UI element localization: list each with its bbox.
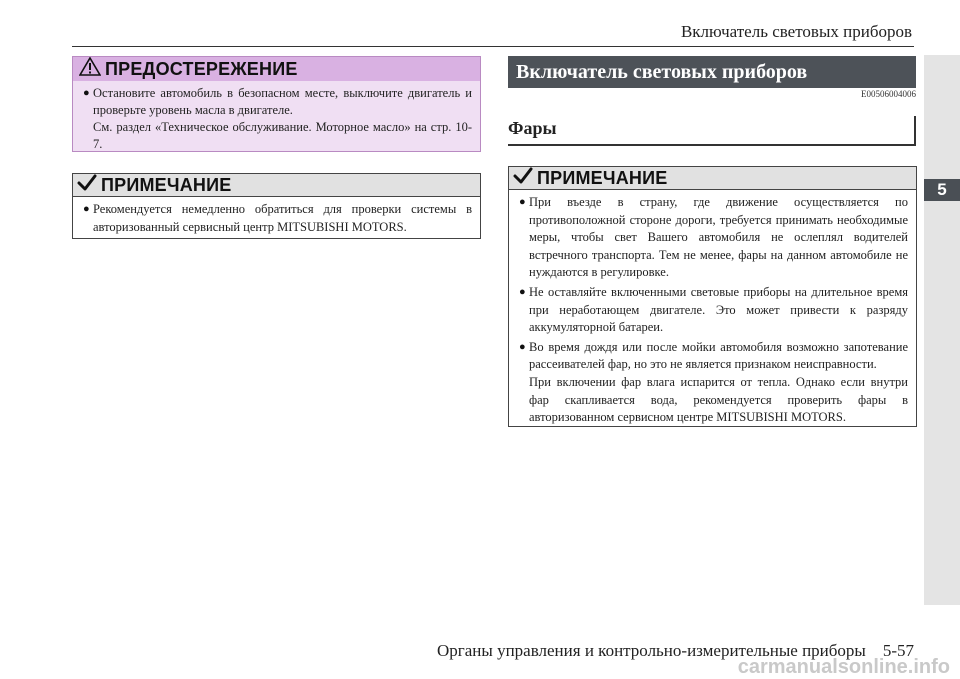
chapter-number: 5 (924, 179, 960, 201)
list-item (83, 85, 472, 119)
note-left-item-text: Рекомендуется немедленно обратиться для проверки системы в авторизованный сервисный центр MITSUBISHI MOTORS. (93, 202, 472, 234)
note-box-right (508, 166, 917, 427)
warning-bullet-text: Остановите автомобиль в безопасном месте, выключите двигатель и проверьте уровень масла в двигателе. (93, 86, 472, 117)
warning-triangle-icon (79, 57, 101, 81)
note-right-item-extra: При включении фар влага испарится от тепла. Однако если внутри фар скапливается вода, рекомендуется проверить фары в авторизованном сервисном центре MITSUBISHI MOTORS. (529, 374, 908, 425)
note-right-item-text: При въезде в страну, где движение осуществляется по противоположной стороне дороги, требуется принимать необходимые меры, чтобы свет Вашего автомобиля не ослеплял водителей встречного транспорта. Тем не менее, фары на данном автомобиле не нуждаются в регулировке. (529, 195, 908, 280)
bullet-icon: ● (83, 203, 90, 215)
section-code: E00506004006 (861, 89, 916, 99)
note-right-item-main: Во время дождя или после мойки автомобиля возможно запотевание рассеивателей фар, но это не является признаком неисправности. (529, 339, 908, 372)
chapter-side-tab (924, 55, 960, 605)
bullet-icon: ● (83, 87, 90, 99)
header-rule (72, 46, 914, 47)
list-item (519, 284, 908, 337)
warning-header (73, 57, 480, 81)
page-footer: Органы управления и контрольно-измерительные приборы 5-57 (437, 641, 914, 660)
note-header-left (73, 174, 480, 197)
note-right-item-text: Не оставляйте включенными световые приборы на длительное время при неработающем двигателе. Это может привести к разряду аккумуляторной батареи. (529, 284, 908, 335)
list-item (83, 201, 472, 236)
bullet-icon: ● (519, 196, 526, 208)
warning-box (72, 56, 481, 152)
warning-extra-text: См. раздел «Техническое обслуживание. Моторное масло» на стр. 10-7. (93, 120, 472, 151)
list-item (519, 339, 908, 427)
bullet-icon: ● (519, 285, 526, 298)
bullet-icon: ● (519, 340, 526, 353)
note-title-right: ПРИМЕЧАНИЕ (537, 167, 668, 188)
warning-body (73, 81, 480, 153)
section-title-bar: Включатель световых приборов (508, 56, 916, 88)
list-item (519, 194, 908, 282)
note-body-right (509, 190, 916, 435)
warning-title: ПРЕДОСТЕРЕЖЕНИЕ (105, 58, 298, 79)
note-title-left: ПРИМЕЧАНИЕ (101, 174, 232, 195)
note-body-left (73, 197, 480, 244)
note-right-item-text (529, 339, 908, 427)
subsection-corner-rule (914, 116, 916, 146)
checkmark-icon (77, 174, 97, 197)
note-box-left (72, 173, 481, 239)
note-header-right (509, 167, 916, 190)
checkmark-icon (513, 167, 533, 190)
watermark-logo: carmanualsonline.info (737, 656, 950, 678)
page-header-title: Включатель световых приборов (680, 22, 912, 41)
subsection-heading: Фары (508, 118, 916, 146)
